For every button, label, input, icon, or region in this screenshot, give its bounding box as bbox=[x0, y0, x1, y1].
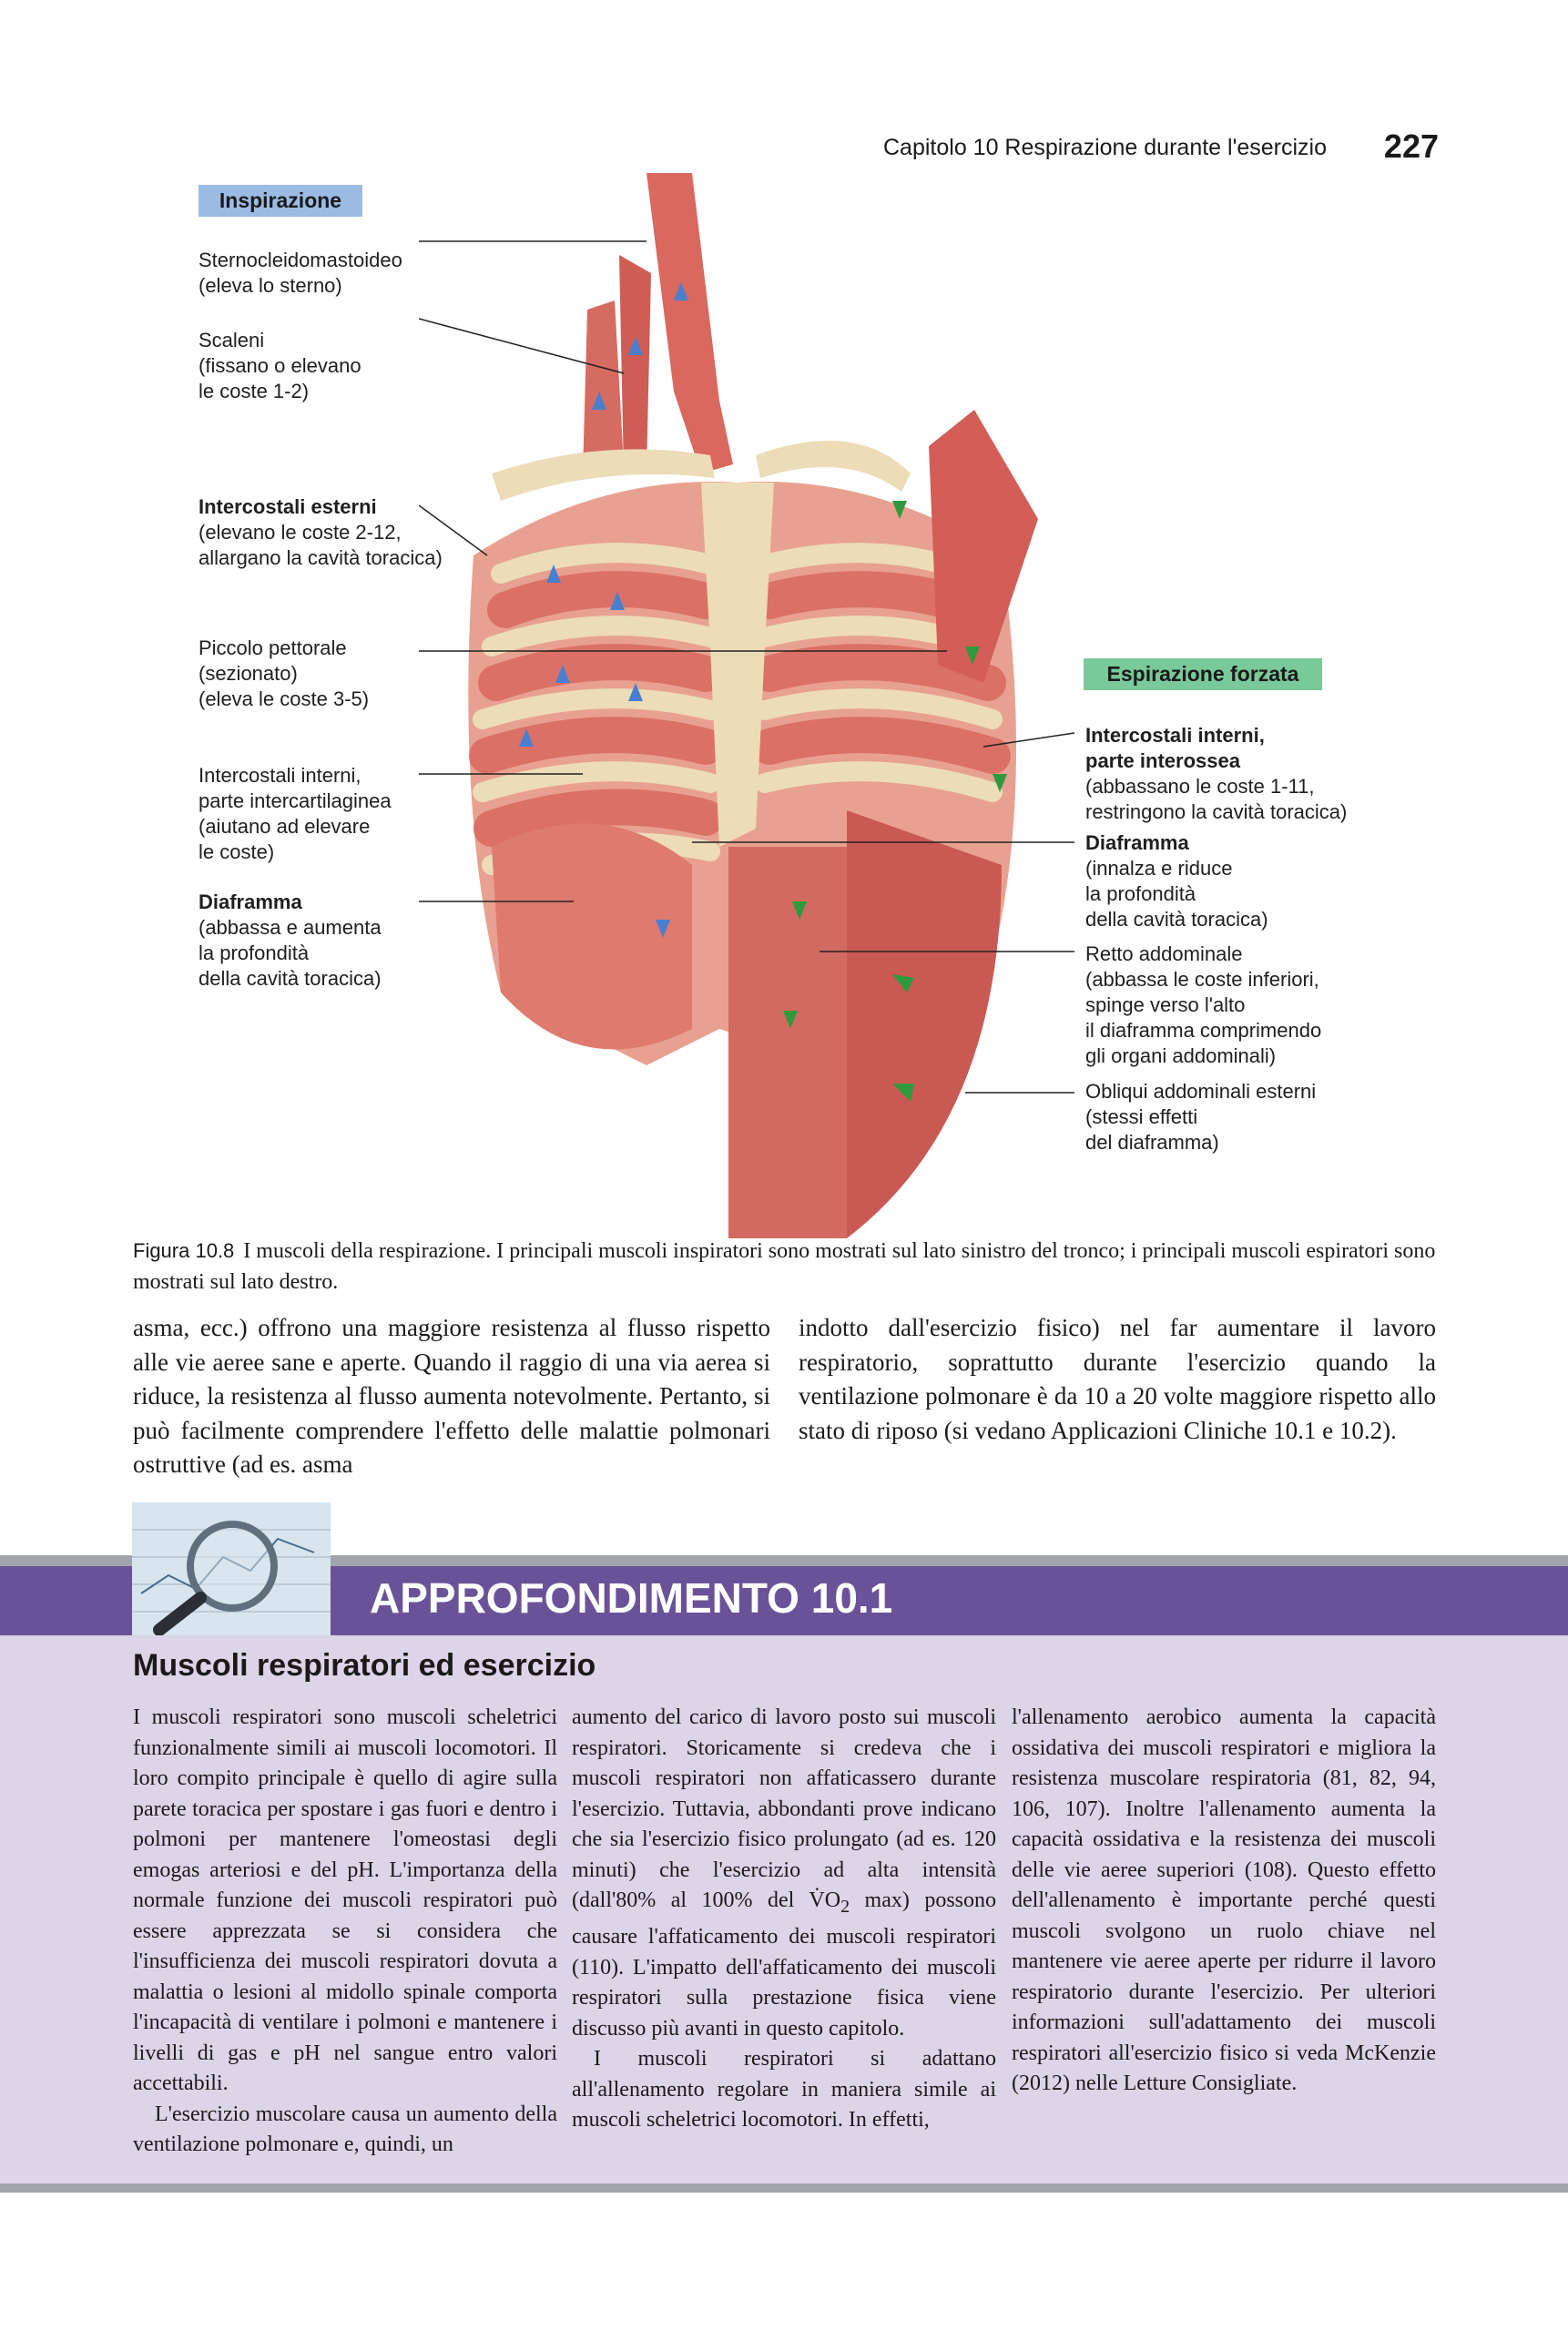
box-column-3 bbox=[1012, 1703, 1436, 2100]
diaphragm-muscle bbox=[492, 823, 692, 1049]
label-rectus-abdominis: Retto addominale (abbassa le coste inferiori, spinge verso l'alto il diaframma comprimendo gli organi addominali) bbox=[1085, 942, 1322, 1067]
label-external-intercostals: Intercostali esterni (elevano le coste 2-12, allargano la cavità toracica) bbox=[199, 495, 443, 569]
label-external-obliques: Obliqui addominali esterni (stessi effetti del diaframma) bbox=[1085, 1080, 1317, 1154]
box-paragraph: L'esercizio muscolare causa un aumento della ventilazione polmonare e, quindi, un bbox=[133, 2102, 557, 2156]
label-diaphragm-inspiration: Diaframma (abbassa e aumenta la profondità della cavità toracica) bbox=[199, 891, 382, 990]
magnifier-chart-thumbnail bbox=[132, 1502, 331, 1635]
inspiration-tag: Inspirazione bbox=[199, 185, 362, 217]
figure-caption bbox=[133, 1236, 1444, 1298]
label-internal-intercostals-interosseous: Intercostali interni, parte interossea (abbassano le coste 1-11, restringono la cavità toracica) bbox=[1085, 724, 1348, 823]
label-sternocleidomastoid: Sternocleidomastoideo (eleva lo sterno) bbox=[199, 249, 402, 297]
pectoralis-minor-muscle bbox=[929, 410, 1038, 683]
rectus-abdominis-muscle bbox=[728, 847, 847, 1238]
box-bottom-rule bbox=[0, 2183, 1568, 2193]
caption-text: I muscoli della respirazione. I principali muscoli inspiratori sono mostrati sul lato sinistro del tronco; i principali muscoli espiratori sono mostrati sul lato destro. bbox=[133, 1239, 1436, 1294]
box-column-1 bbox=[133, 1703, 557, 2161]
box-paragraph: l'allenamento aerobico aumenta la capacità ossidativa dei muscoli respiratori e migliora la resistenza muscolare respiratoria (81, 82, 94, 106, 107). Inoltre l'allenamento aumenta la capacità ossidativa e la resistenza dei muscoli delle vie aeree superiori (108). Questo effetto dell'allenamento è importante perché questi muscoli svolgono un ruolo chiave nel mantenere vie aeree aperte per ridurre il lavoro respiratorio durante l'esercizio. Per ulteriori informazioni sull'adattamento dei muscoli respiratori all'esercizio fisico si veda McKenzie (2012) nelle Letture Consigliate. bbox=[1012, 1705, 1436, 2095]
running-header bbox=[883, 127, 1439, 164]
sternocleidomastoid-muscle bbox=[647, 173, 733, 473]
body-text-right: indotto dall'esercizio fisico) nel far aumentare il lavoro respiratorio, soprattutto durante l'esercizio quando la ventilazione polmonare è da 10 a 20 volte maggiore rispetto allo stato di riposo (si vedano Applicazioni Cliniche 10.1 e 10.2). bbox=[799, 1314, 1436, 1444]
box-paragraph: I muscoli respiratori si adattano all'allenamento regolare in maniera simile ai muscoli scheletrici locomotori. In effetti, bbox=[572, 2047, 996, 2133]
expiration-tag: Espirazione forzata bbox=[1084, 658, 1322, 690]
scalene-muscle bbox=[619, 255, 651, 473]
external-oblique-muscle bbox=[847, 810, 1002, 1238]
label-diaphragm-expiration: Diaframma (innalza e riduce la profondità della cavità toracica) bbox=[1085, 831, 1268, 931]
page-number: 227 bbox=[1383, 127, 1439, 165]
box-banner-title: APPROFONDIMENTO 10.1 bbox=[370, 1574, 893, 1622]
box-column-2 bbox=[572, 1703, 996, 2136]
body-text-left: asma, ecc.) offrono una maggiore resistenza al flusso rispetto alle vie aeree sane e aperte. Quando il raggio di una via aerea si riduce, la resistenza al flusso aumenta notevolmente. Pertanto, si può facilmente comprendere l'effetto delle malattie polmonari ostruttive (ad es. asma bbox=[133, 1314, 770, 1478]
box-heading: Muscoli respiratori ed esercizio bbox=[133, 1648, 596, 1683]
scalene-muscle-2 bbox=[583, 300, 624, 473]
respiratory-muscles-illustration bbox=[419, 173, 1074, 1238]
label-scalenes: Scaleni (fissano o elevano le coste 1-2) bbox=[199, 329, 361, 402]
box-paragraph: I muscoli respiratori sono muscoli scheletrici funzionalmente simili ai muscoli locomotori. Il loro compito principale è quello di agire sulla parete toracica per spostare i gas fuori e dentro i polmoni per mantenere l'omeostasi degli emogas arteriosi e del pH. L'importanza della normale funzione dei muscoli respiratori può essere apprezzata se si considera che l'insufficienza dei muscoli respiratori dovuta a malattia o lesioni al midollo spinale comporta l'incapacità di ventilare i polmoni e mantenere i livelli di gas e pH nel sangue entro valori accettabili. bbox=[133, 1705, 557, 2095]
chapter-label: Capitolo 10 Respirazione durante l'esercizio bbox=[883, 135, 1327, 160]
box-paragraph: aumento del carico di lavoro posto sui muscoli respiratori. Storicamente si credeva che i muscoli respiratori non affaticassero durante l'esercizio. Tuttavia, abbondanti prove indicano che sia l'esercizio fisico prolungato (ad es. 120 minuti) che l'esercizio ad alta intensità (dall'80% al 100% del $V̇O_2$ max) possono causare l'affaticamento dei muscoli respiratori (110). L'impatto dell'affaticamento dei muscoli respiratori sulla prestazione fisica viene discusso più avanti in questo capitolo. bbox=[572, 1705, 996, 2041]
label-pectoralis-minor: Piccolo pettorale (sezionato) (eleva le coste 3-5) bbox=[199, 636, 370, 710]
figure-number: Figura 10.8 bbox=[133, 1239, 235, 1262]
label-internal-intercostals-intercartilaginous: Intercostali interni, parte intercartilaginea (aiutano ad elevare le coste) bbox=[199, 764, 392, 863]
